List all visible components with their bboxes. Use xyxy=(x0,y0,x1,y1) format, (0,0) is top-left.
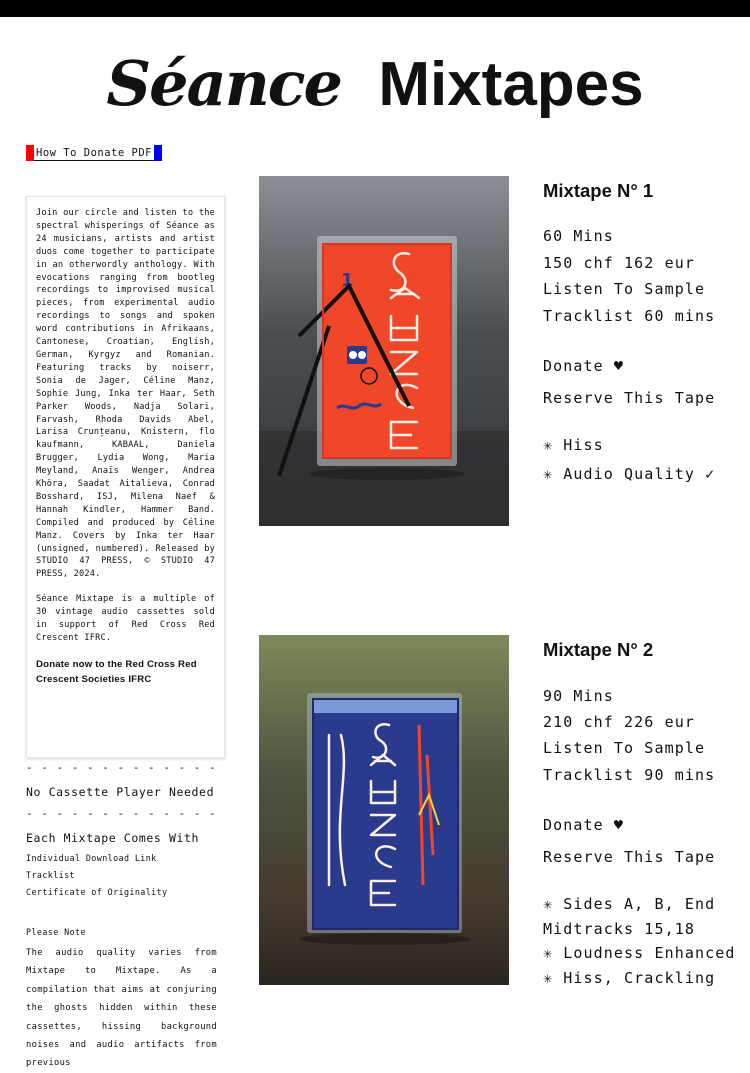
mixtape-2-tracklist-link[interactable]: Tracklist 90 mins xyxy=(543,766,716,784)
site-title[interactable] xyxy=(0,44,750,125)
divider: - - - - - - - - - - - - - xyxy=(26,807,217,820)
divider: - - - - - - - - - - - - - xyxy=(26,761,217,774)
no-player-heading: No Cassette Player Needed xyxy=(26,785,215,799)
svg-text:1: 1 xyxy=(341,270,354,291)
how-to-donate-pdf-label: How To Donate PDF xyxy=(36,146,152,159)
site-title-sans: Mixtapes xyxy=(378,50,644,119)
red-cross-donate-link[interactable]: Donate now to the Red Cross Red Crescent Societies IFRC xyxy=(36,658,197,685)
mixtape-2-photo[interactable] xyxy=(259,635,509,985)
mixtape-2-sample-link[interactable]: Listen To Sample xyxy=(543,739,706,757)
site-title-script: Séance xyxy=(106,47,341,120)
please-note-heading: Please Note xyxy=(26,927,86,937)
mixtape-2-duration: 90 Mins xyxy=(543,687,614,705)
mixtape-1-price: 150 chf 162 eur xyxy=(543,254,695,272)
mixtape-2-feature: Midtracks 15,18 xyxy=(543,920,695,938)
mixtape-2-donate-button[interactable]: Donate ♥ xyxy=(543,816,625,834)
mixtape-2-reserve-button[interactable]: Reserve This Tape xyxy=(543,848,716,866)
comes-with-item: Certificate of Originality xyxy=(26,887,168,897)
blue-marker xyxy=(154,145,162,161)
mixtape-1-title: Mixtape N° 1 xyxy=(543,180,654,201)
mixtape-1-tracklist-link[interactable]: Tracklist 60 mins xyxy=(543,307,716,325)
top-bar xyxy=(0,0,750,17)
mixtape-1-feature: ✳ Hiss xyxy=(543,436,604,454)
comes-with-item: Individual Download Link xyxy=(26,853,157,863)
mixtape-1-photo[interactable] xyxy=(259,176,509,526)
cassette-1-illustration xyxy=(259,176,509,526)
mixtape-1-duration: 60 Mins xyxy=(543,227,614,245)
cassette-2-illustration xyxy=(259,635,509,985)
mixtape-2-feature: ✳ Loudness Enhanced xyxy=(543,944,736,962)
red-marker xyxy=(26,145,34,161)
intro-card xyxy=(26,196,225,758)
mixtape-1-donate-button[interactable]: Donate ♥ xyxy=(543,357,625,375)
mixtape-1-reserve-button[interactable]: Reserve This Tape xyxy=(543,389,716,407)
mixtape-2-title: Mixtape N° 2 xyxy=(543,639,654,660)
please-note-body: The audio quality varies from Mixtape to Mixtape. As a compilation that aims at conjuring the ghosts hidden within these cassettes, hissing background noises and audio artifacts from previous xyxy=(26,948,217,1069)
mixtape-2-feature: ✳ Sides A, B, End xyxy=(543,895,716,913)
how-to-donate-pdf-link[interactable] xyxy=(26,145,162,161)
mixtape-2-price: 210 chf 226 eur xyxy=(543,713,695,731)
intro-paragraph-support: Séance Mixtape is a multiple of 30 vintage audio cassettes sold in support of Red Cross Red Crescent IFRC. xyxy=(36,594,215,643)
comes-with-item: Tracklist xyxy=(26,870,75,880)
mixtape-1-feature: ✳ Audio Quality ✓ xyxy=(543,465,716,483)
comes-with-heading: Each Mixtape Comes With xyxy=(26,831,200,845)
intro-paragraph: Join our circle and listen to the spectral whisperings of Séance as 24 musicians, artists and artist duos come together to participate in an otherwordly anthology. With evocations ranging from bootleg recordings to improvised musical pieces, from experimental audio recordings to songs and spoken word contributions in Afrikaans, Cantonese, Croatian, English, German, Kyrgyz and Romanian. Featuring tracks by noiserr, Sonia de Jager, Céline Manz, Sophie Jung, Inka ter Haar, Seth Parker Woods, Nadja Solari, Farvash, Rhoda Davids Abel, Larisa Crunțeanu, Knistern, flo kaufmann, KABAAL, Daniela Brugger, Lydia Wong, Maria Meyland, Anaïs Wenger, Andrea Khôra, Saadat Aitalieva, Conrad Bosshard, ISJ, Milena Naef & Hannah Kindler, Hammer Band. Compiled and produced by Céline Manz. Covers by Inka ter Haar (unsigned, numbered). Released by STUDIO 47 PRESS, © STUDIO 47 PRESS, 2024. xyxy=(36,208,215,580)
mixtape-1-sample-link[interactable]: Listen To Sample xyxy=(543,280,706,298)
mixtape-2-feature: ✳ Hiss, Crackling xyxy=(543,969,716,987)
